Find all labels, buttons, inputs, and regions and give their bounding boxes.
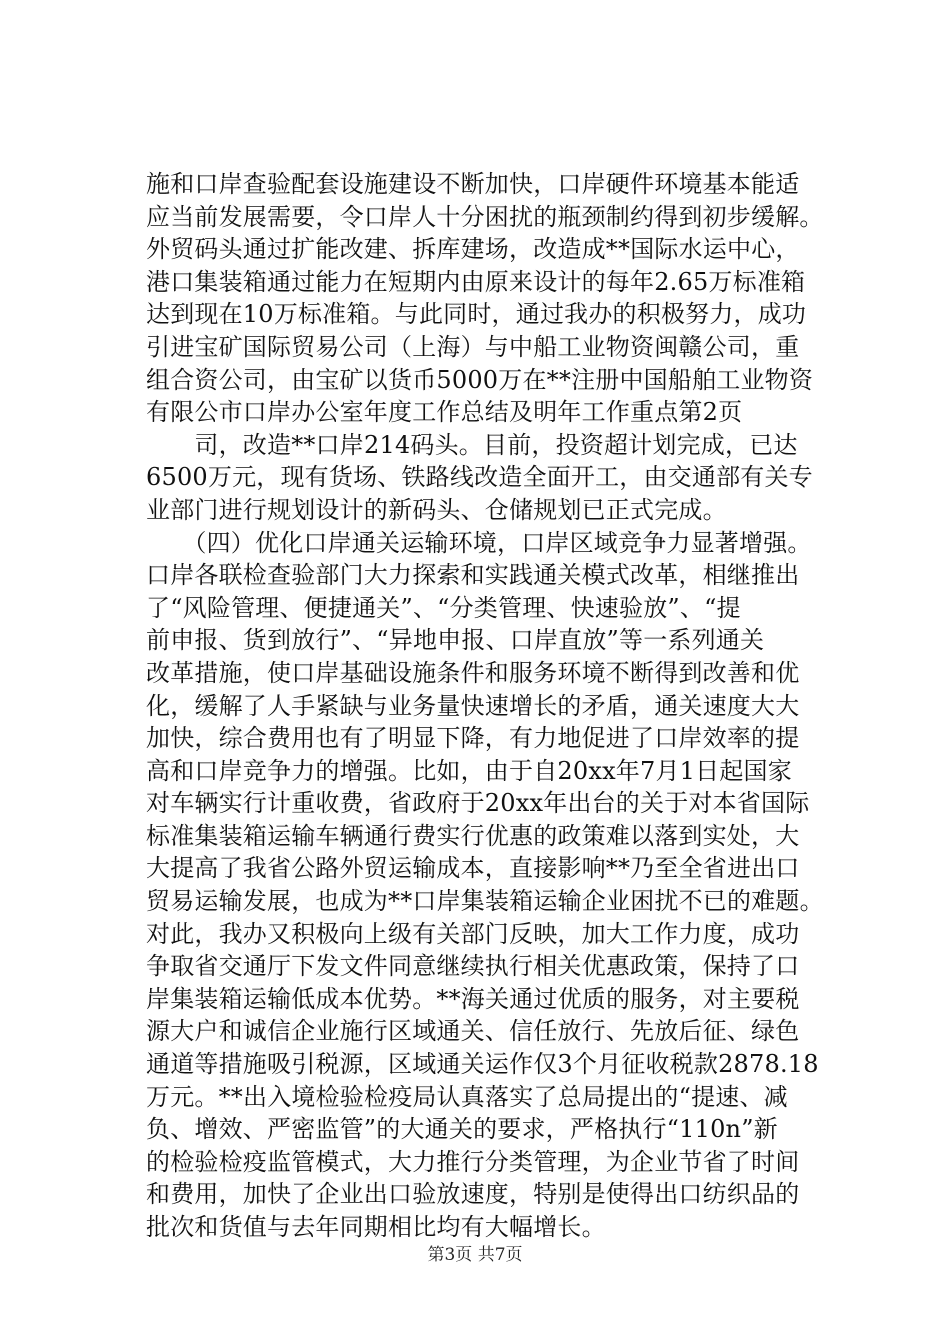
text-line: 施和口岸查验配套设施建设不断加快，口岸硬件环境基本能适 — [146, 170, 800, 198]
page-number-footer: 第3页 共7页 — [427, 1245, 523, 1265]
text-line: 组合资公司，由宝矿以货币5000万在**注册中国船舶工业物资 — [146, 365, 814, 394]
text-line: 源大户和诚信企业施行区域通关、信任放行、先放后征、绿色 — [146, 1017, 800, 1046]
document-body — [146, 168, 824, 1244]
text-line: 的检验检疫监管模式，大力推行分类管理，为企业节省了时间 — [146, 1147, 800, 1176]
text-line: 加快，综合费用也有了明显下降，有力地促进了口岸效率的提 — [146, 724, 800, 753]
text-line: 前申报、货到放行”、“异地申报、口岸直放”等一系列通关 — [146, 626, 765, 655]
text-line: 争取省交通厅下发文件同意继续执行相关优惠政策，保持了口 — [146, 952, 800, 981]
text-line: （四）优化口岸通关运输环境，口岸区域竞争力显著增强。 — [146, 528, 812, 557]
text-line: 岸集装箱运输低成本优势。**海关通过优质的服务，对主要税 — [146, 984, 800, 1013]
text-line: 外贸码头通过扩能改建、拆库建场，改造成**国际水运中心， — [146, 235, 800, 264]
text-line: 应当前发展需要，令口岸人十分困扰的瓶颈制约得到初步缓解。 — [146, 202, 824, 231]
text-line: 和费用，加快了企业出口验放速度，特别是使得出口纺织品的 — [146, 1180, 800, 1209]
text-line: 引进宝矿国际贸易公司（上海）与中船工业物资闽赣公司，重 — [146, 332, 800, 361]
text-line: 化，缓解了人手紧缺与业务量快速增长的矛盾，通关速度大大 — [146, 691, 800, 720]
text-line: 批次和货值与去年同期相比均有大幅增长。 — [146, 1213, 606, 1241]
text-line: 6500万元，现有货场、铁路线改造全面开工，由交通部有关专 — [146, 463, 813, 492]
text-line: 有限公市口岸办公室年度工作总结及明年工作重点第2页 — [146, 398, 743, 427]
text-line: 达到现在10万标准箱。与此同时，通过我办的积极努力，成功 — [146, 300, 807, 329]
text-line: 司，改造**口岸214码头。目前，投资超计划完成，已达 — [146, 430, 798, 459]
text-line: 通道等措施吸引税源，区域通关运作仅3个月征收税款2878.18 — [146, 1050, 819, 1079]
text-line: 负、增效、严密监管”的大通关的要求，严格执行“110n”新 — [146, 1115, 778, 1144]
text-line: 贸易运输发展，也成为**口岸集装箱运输企业困扰不已的难题。 — [146, 887, 824, 916]
text-line: 了“风险管理、便捷通关”、“分类管理、快速验放”、“提 — [146, 593, 741, 622]
text-line: 港口集装箱通过能力在短期内由原来设计的每年2.65万标准箱 — [146, 267, 806, 296]
text-line: 业部门进行规划设计的新码头、仓储规划已正式完成。 — [146, 495, 727, 524]
text-line: 高和口岸竞争力的增强。比如，由于自20xx年7月1日起国家 — [146, 756, 792, 785]
text-line: 万元。**出入境检验检疫局认真落实了总局提出的“提速、减 — [146, 1082, 788, 1111]
text-line: 对车辆实行计重收费，省政府于20xx年出台的关于对本省国际 — [146, 789, 810, 818]
text-line: 对此，我办又积极向上级有关部门反映，加大工作力度，成功 — [146, 919, 800, 948]
text-line: 口岸各联检查验部门大力探索和实践通关模式改革，相继推出 — [146, 561, 800, 590]
text-line: 改革措施，使口岸基础设施条件和服务环境不断得到改善和优 — [146, 658, 800, 687]
text-line: 标准集装箱运输车辆通行费实行优惠的政策难以落到实处，大 — [146, 821, 800, 850]
text-line: 大提高了我省公路外贸运输成本，直接影响**乃至全省进出口 — [146, 854, 800, 883]
